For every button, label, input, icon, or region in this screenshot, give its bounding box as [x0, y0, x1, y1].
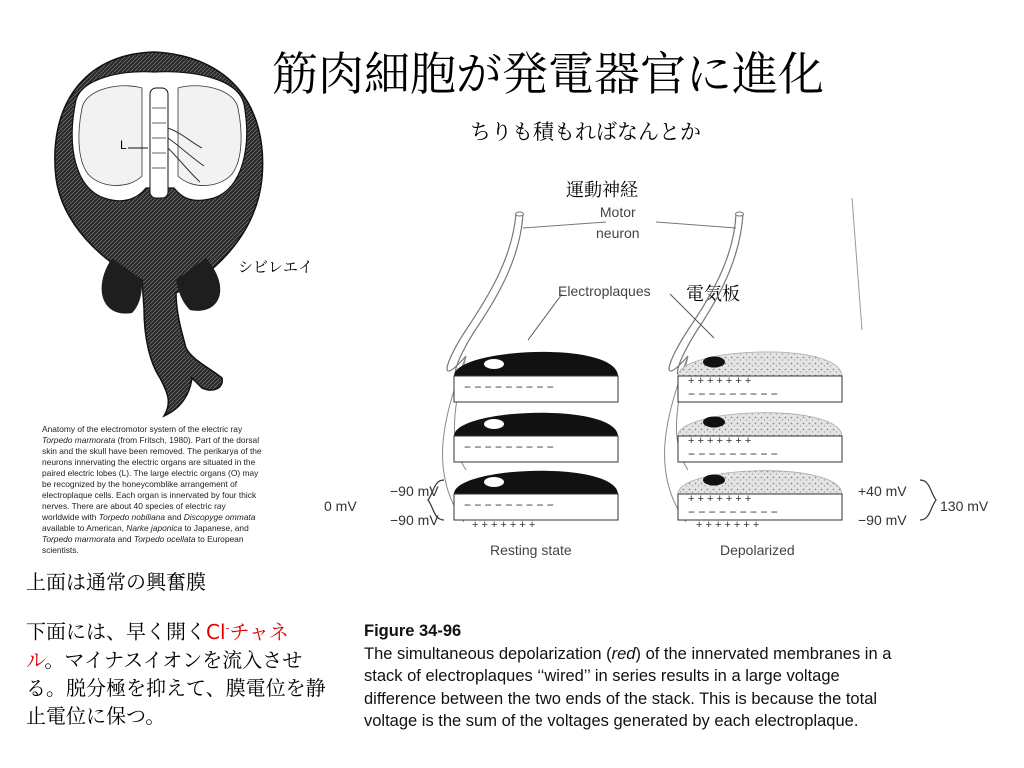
ray-name-label: シビレエイ	[238, 258, 314, 276]
electroplaque-diagram	[316, 170, 1024, 600]
svg-text:+ + + + + + +: + + + + + + +	[472, 519, 536, 531]
svg-text:− − − − − − − − −: − − − − − − − − −	[688, 447, 778, 461]
resting-stack	[454, 352, 618, 531]
ray-lobe-label: L	[120, 138, 127, 152]
resting-state-label: Resting state	[490, 542, 572, 558]
resting-bottom-voltage: −90 mV	[390, 512, 439, 528]
ray-caption: Anatomy of the electromotor system of the electric ray Torpedo marmorata (from Fritsch, 1980). Part of the dorsal skin and the skull have been removed. The perikarya of the neurons innervating the electric organs are situated in the paired electric lobes (L). The large electric organs (O) may be recognized by the honeycomblike arrangement of electroplaque cells. Each organ is innervated by four thick nerves. There are about 40 species of electric ray worldwide with Torpedo nobiliana and Discopyge ommata available to American, Narke japonica to Japanese, and Torpedo marmorata and Torpedo ocellata to European scientists.	[42, 424, 262, 555]
depolarized-stack	[678, 352, 842, 531]
note-upper-membrane: 上面は通常の興奮膜	[26, 570, 206, 594]
figure-number: Figure 34-96	[364, 622, 462, 640]
svg-text:+ + + + + + +: + + + + + + +	[688, 493, 752, 505]
svg-text:+ + + + + + +: + + + + + + +	[696, 519, 760, 531]
note-lower-membrane: 下面には、早く開くCl-チャネル。マイナスイオンを流入させる。脱分極を抑えて、膜電位を静止電位に保つ。	[26, 619, 326, 728]
total-voltage: 130 mV	[940, 498, 989, 514]
motor-neuron-label: Motor neuron	[596, 204, 640, 241]
svg-text:+ + + + + + +: + + + + + + +	[688, 375, 752, 387]
motor-nerve-label: 運動神経	[566, 180, 638, 201]
slide-title: 筋肉細胞が発電器官に進化	[272, 47, 824, 101]
slide-subtitle: ちりも積もればなんとか	[470, 120, 701, 144]
depolarized-bottom-voltage: −90 mV	[858, 512, 907, 528]
svg-text:− − − − − − − − −: − − − − − − − − −	[464, 380, 554, 394]
zero-mv-label: 0 mV	[324, 498, 357, 514]
svg-text:− − − − − − − − −: − − − − − − − − −	[688, 505, 778, 519]
resting-top-voltage: −90 mV	[390, 483, 439, 499]
depolarized-label: Depolarized	[720, 542, 795, 558]
svg-text:− − − − − − − − −: − − − − − − − − −	[688, 387, 778, 401]
electroplaques-label: Electroplaques	[558, 283, 651, 299]
cl-channel-text: Cl-チャネル	[26, 619, 289, 672]
electric-ray-illustration	[42, 48, 274, 420]
svg-text:− − − − − − − − −: − − − − − − − − −	[464, 498, 554, 512]
svg-text:− − − − − − − − −: − − − − − − − − −	[464, 440, 554, 454]
svg-text:+ + + + + + +: + + + + + + +	[688, 435, 752, 447]
electric-plate-label: 電気板	[686, 284, 740, 305]
figure-caption: Figure 34-96 The simultaneous depolarization (red) of the innervated membranes in a stack of electroplaques ‘‘wired’’ in series results in a large voltage difference between the two ends of the stack. This is because the total voltage is the sum of the voltages generated by each electroplaque.	[364, 620, 894, 733]
depolarized-top-voltage: +40 mV	[858, 483, 907, 499]
